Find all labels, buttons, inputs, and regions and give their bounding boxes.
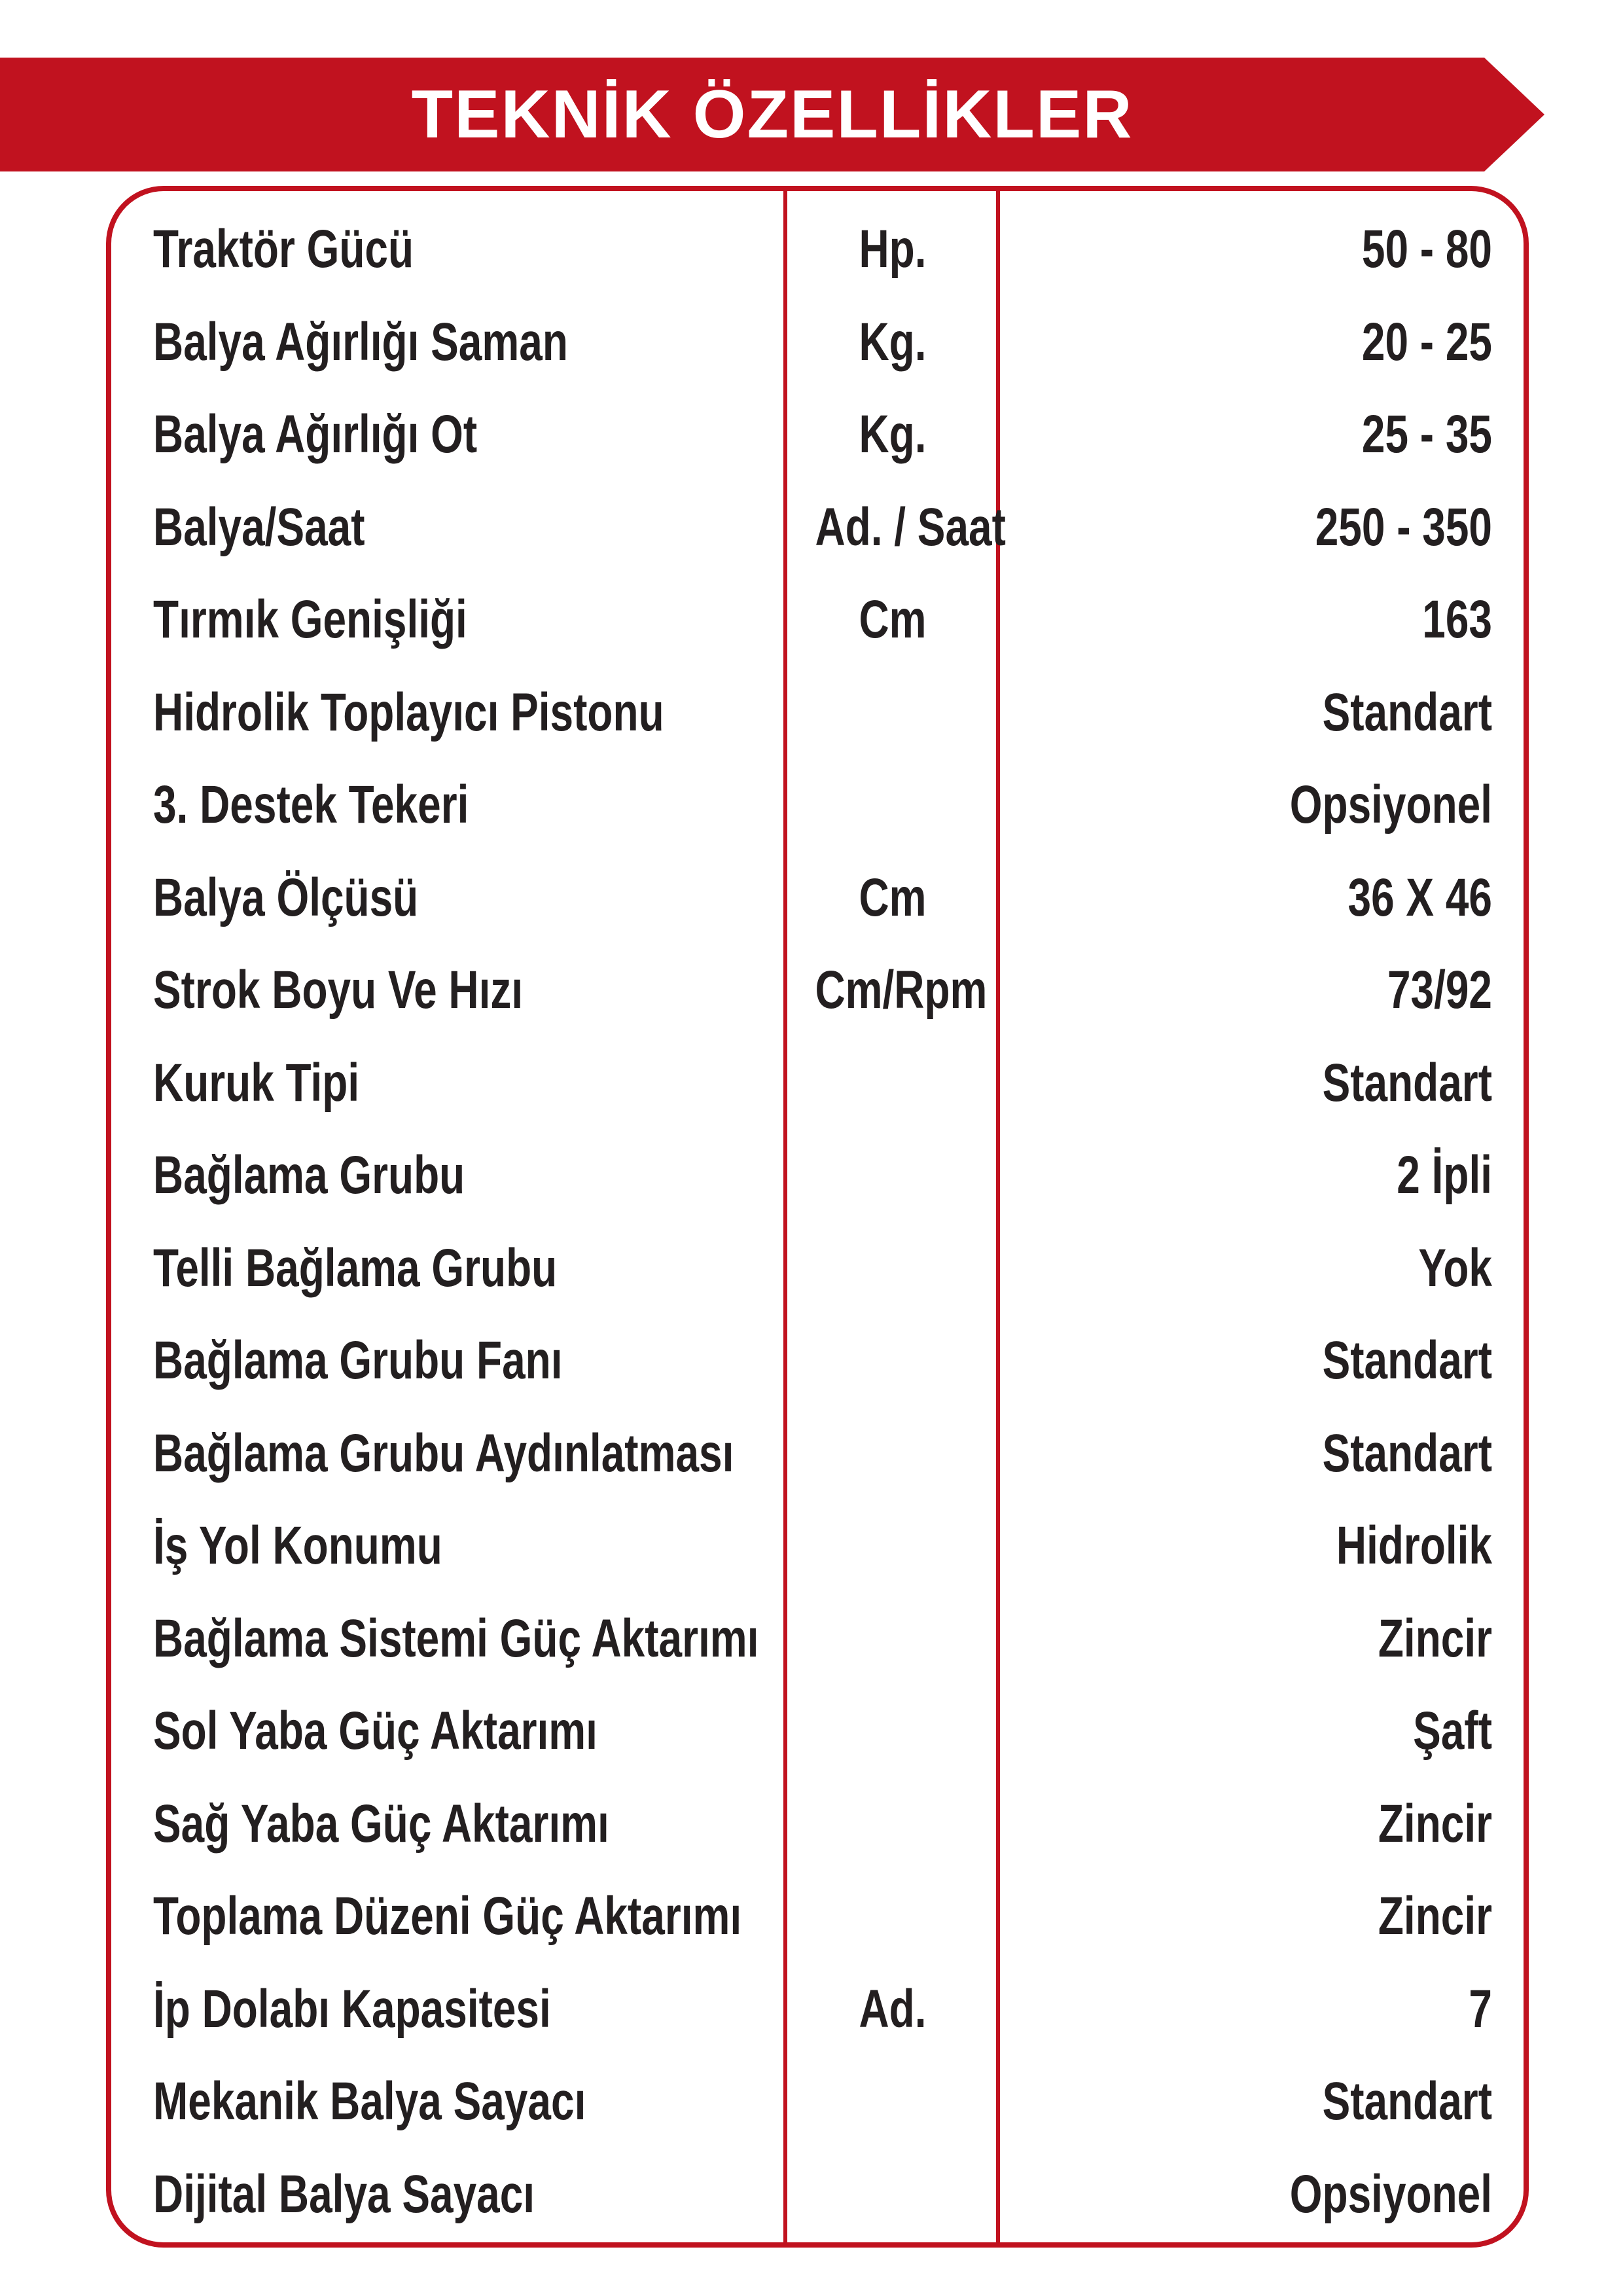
spec-value: Standart — [1322, 1423, 1492, 1483]
spec-unit: Cm/Rpm — [815, 960, 988, 1020]
spec-value: 20 - 25 — [1361, 312, 1492, 372]
spec-unit: Ad. / Saat — [815, 497, 1006, 557]
spec-value: 73/92 — [1387, 960, 1492, 1020]
spec-label: Sağ Yaba Güç Aktarımı — [153, 1793, 609, 1854]
table-row — [0, 388, 1623, 481]
spec-label: Mekanik Balya Sayacı — [153, 2072, 586, 2131]
spec-value: Standart — [1322, 682, 1492, 742]
spec-unit — [815, 1222, 970, 1315]
spec-unit: Hp. — [859, 219, 927, 279]
spec-value: Opsiyonel — [1289, 2164, 1492, 2224]
table-row — [0, 852, 1623, 944]
spec-unit — [815, 1592, 970, 1685]
spec-value: Zincir — [1378, 1608, 1492, 1668]
table-row — [0, 1685, 1623, 1778]
spec-label: İş Yol Konumu — [153, 1516, 442, 1575]
spec-label: Tırmık Genişliği — [153, 590, 467, 649]
spec-label: Telli Bağlama Grubu — [153, 1238, 558, 1298]
spec-value: 163 — [1422, 590, 1492, 649]
table-row — [0, 1963, 1623, 2056]
spec-table — [0, 203, 1623, 2240]
table-row — [0, 481, 1623, 574]
table-row — [0, 1037, 1623, 1130]
spec-label: 3. Destek Tekeri — [153, 775, 469, 834]
spec-value: 7 — [1469, 1979, 1492, 2039]
spec-value: Zincir — [1378, 1886, 1492, 1946]
table-row — [0, 1129, 1623, 1222]
spec-label: Balya Ağırlığı Saman — [153, 312, 568, 372]
spec-unit — [815, 1407, 970, 1500]
spec-unit — [815, 759, 970, 852]
spec-label: Bağlama Grubu Fanı — [153, 1331, 563, 1390]
table-row — [0, 1407, 1623, 1500]
page-title: TEKNİK ÖZELLİKLER — [411, 77, 1133, 152]
table-row — [0, 1314, 1623, 1407]
table-row — [0, 1870, 1623, 1963]
spec-unit — [815, 2055, 970, 2148]
spec-label: Sol Yaba Güç Aktarımı — [153, 1701, 597, 1761]
spec-value: 50 - 80 — [1361, 219, 1492, 279]
spec-value: Opsiyonel — [1289, 775, 1492, 834]
spec-unit: Ad. — [859, 1979, 927, 2039]
table-row — [0, 203, 1623, 296]
table-row — [0, 1499, 1623, 1592]
spec-value: Hidrolik — [1336, 1516, 1492, 1575]
spec-value: Şaft — [1413, 1701, 1492, 1761]
spec-unit — [815, 1037, 970, 1130]
spec-label: Hidrolik Toplayıcı Pistonu — [153, 682, 664, 742]
table-row — [0, 2055, 1623, 2148]
table-row — [0, 2148, 1623, 2241]
spec-unit: Cm — [859, 867, 927, 927]
spec-value: 36 X 46 — [1347, 867, 1492, 927]
spec-unit: Kg. — [859, 312, 927, 372]
spec-value: Yok — [1418, 1238, 1492, 1298]
spec-unit — [815, 1685, 970, 1778]
spec-label: Bağlama Sistemi Güç Aktarımı — [153, 1608, 759, 1668]
spec-label: Balya Ağırlığı Ot — [153, 404, 478, 464]
table-row — [0, 573, 1623, 666]
spec-label: İp Dolabı Kapasitesi — [153, 1979, 551, 2039]
spec-label: Kuruk Tipi — [153, 1052, 360, 1113]
spec-label: Toplama Düzeni Güç Aktarımı — [153, 1886, 742, 1946]
spec-label: Balya/Saat — [153, 497, 365, 557]
table-row — [0, 296, 1623, 389]
table-row — [0, 1778, 1623, 1871]
spec-label: Traktör Gücü — [153, 219, 414, 279]
spec-label: Strok Boyu Ve Hızı — [153, 960, 524, 1020]
table-row — [0, 1592, 1623, 1685]
title-banner — [0, 58, 1544, 171]
spec-label: Bağlama Grubu — [153, 1145, 465, 1205]
spec-unit — [815, 1870, 970, 1963]
spec-value: Zincir — [1378, 1793, 1492, 1854]
spec-unit — [815, 2148, 970, 2241]
table-row — [0, 1222, 1623, 1315]
spec-unit — [815, 1314, 970, 1407]
spec-value: 2 İpli — [1397, 1145, 1492, 1205]
spec-unit: Cm — [859, 590, 927, 649]
spec-value: Standart — [1322, 1052, 1492, 1113]
table-row — [0, 944, 1623, 1037]
spec-value: 25 - 35 — [1361, 404, 1492, 464]
spec-label: Dijital Balya Sayacı — [153, 2164, 535, 2224]
spec-unit: Kg. — [859, 404, 927, 464]
table-row — [0, 759, 1623, 852]
table-row — [0, 666, 1623, 759]
spec-unit — [815, 1129, 970, 1222]
spec-value: Standart — [1322, 2072, 1492, 2131]
spec-unit — [815, 1499, 970, 1592]
spec-value: Standart — [1322, 1331, 1492, 1390]
spec-unit — [815, 666, 970, 759]
spec-unit — [815, 1778, 970, 1871]
spec-label: Bağlama Grubu Aydınlatması — [153, 1423, 734, 1483]
spec-label: Balya Ölçüsü — [153, 867, 419, 927]
spec-value: 250 - 350 — [1315, 497, 1492, 557]
